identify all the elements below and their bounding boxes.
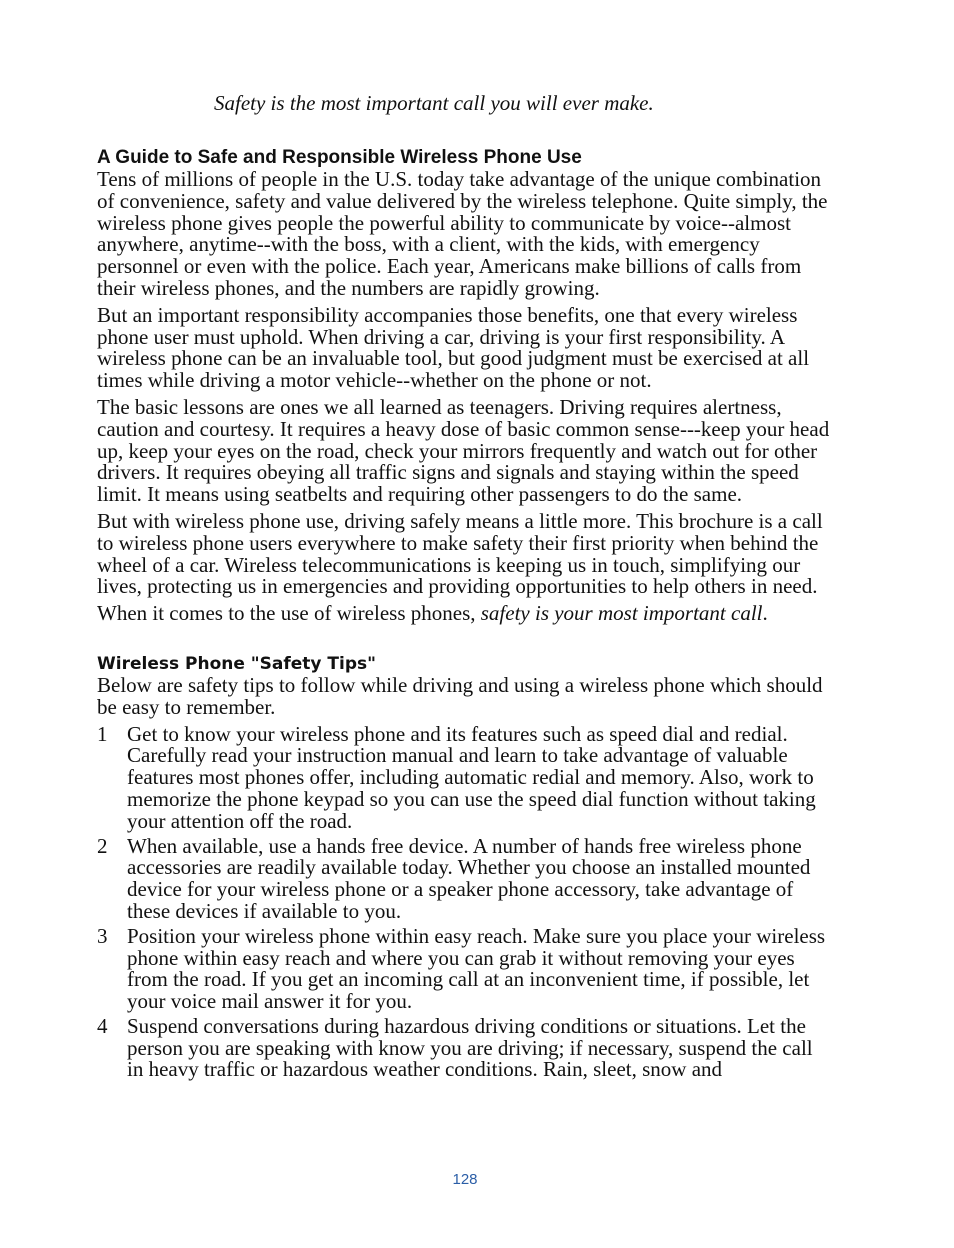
tip-number: 3 bbox=[97, 923, 108, 948]
list-item bbox=[97, 1013, 832, 1082]
tip-text: Get to know your wireless phone and its features such as speed dial and redial. Carefully read your instruction manual and learn to take advantage of valuable features most phones offer, including automatic redial and memory. Also, work to memorize the phone keypad so you can use the speed dial function without taking your attention off the road. bbox=[127, 721, 816, 833]
closing-paragraph bbox=[97, 603, 832, 625]
page-number: 128 bbox=[452, 1171, 478, 1188]
closing-suffix: . bbox=[762, 601, 768, 626]
tip-text: Position your wireless phone within easy reach. Make sure you place your wireless phone within easy reach and where you can grab it without removing your eyes from the road. If you get an incoming call at an inconvenient time, if possible, let your voice mail answer it for you. bbox=[127, 923, 826, 1014]
subsection-heading: Wireless Phone "Safety Tips" bbox=[97, 653, 376, 674]
tip-text: Suspend conversations during hazardous driving conditions or situations. Let the person you are speaking with know you are driving; if necessary, suspend the call in heavy traffic or hazardous weather conditions. Rain, sleet, snow and bbox=[127, 1013, 813, 1082]
closing-emphasis: safety is your most important call bbox=[480, 601, 763, 626]
closing-prefix: When it comes to the use of wireless phones, bbox=[97, 601, 481, 626]
paragraph-4: But with wireless phone use, driving safely means a little more. This brochure is a call to wireless phone users everywhere to make safety their first priority when behind the wheel of a car. Wireless telecommunications is keeping us in touch, simplifying our lives, protecting us in emergencies and providing opportunities to help others in need. bbox=[97, 508, 823, 599]
section-heading: A Guide to Safe and Responsible Wireless Phone Use bbox=[97, 147, 582, 168]
tip-number: 2 bbox=[97, 833, 108, 858]
tips-intro: Below are safety tips to follow while driving and using a wireless phone which should be easy to remember. bbox=[97, 672, 823, 719]
tip-number: 4 bbox=[97, 1013, 108, 1038]
list-item bbox=[97, 721, 832, 833]
list-item bbox=[97, 923, 832, 1014]
paragraph-3: The basic lessons are ones we all learned as teenagers. Driving requires alertness, caution and courtesy. It requires a heavy dose of basic common sense---keep your head up, keep your eyes on the road, check your mirrors frequently and watch out for other drivers. It requires obeying all traffic signs and signals and staying within the speed limit. It means using seatbelts and requiring other passengers to do the same. bbox=[97, 394, 830, 507]
tip-number: 1 bbox=[97, 721, 108, 746]
paragraph-2: But an important responsibility accompanies those benefits, one that every wireless phone user must uphold. When driving a car, driving is your first responsibility. A wireless phone can be an invaluable tool, but good judgment must be exercised at all times while driving a motor vehicle--whether on the phone or not. bbox=[97, 302, 810, 393]
list-item bbox=[97, 833, 832, 923]
tip-text: When available, use a hands free device. A number of hands free wireless phone accessories are readily available today. Whether you choose an installed mounted device for your wireless phone or a speaker phone accessory, take advantage of these devices if available to you. bbox=[127, 833, 811, 923]
document-body bbox=[97, 147, 832, 1084]
paragraph-1: Tens of millions of people in the U.S. today take advantage of the unique combination of convenience, safety and value delivered by the wireless telephone. Quite simply, the wireless phone gives people the powerful ability to communicate by voice--almost anywhere, anytime--with the boss, with a client, with the kids, with emergency personnel or even with the police. Each year, Americans make billions of calls from their wireless phones, and the numbers are rapidly growing. bbox=[97, 167, 828, 300]
tagline: Safety is the most important call you will ever make. bbox=[214, 91, 654, 115]
safety-tips-list bbox=[97, 721, 832, 1082]
